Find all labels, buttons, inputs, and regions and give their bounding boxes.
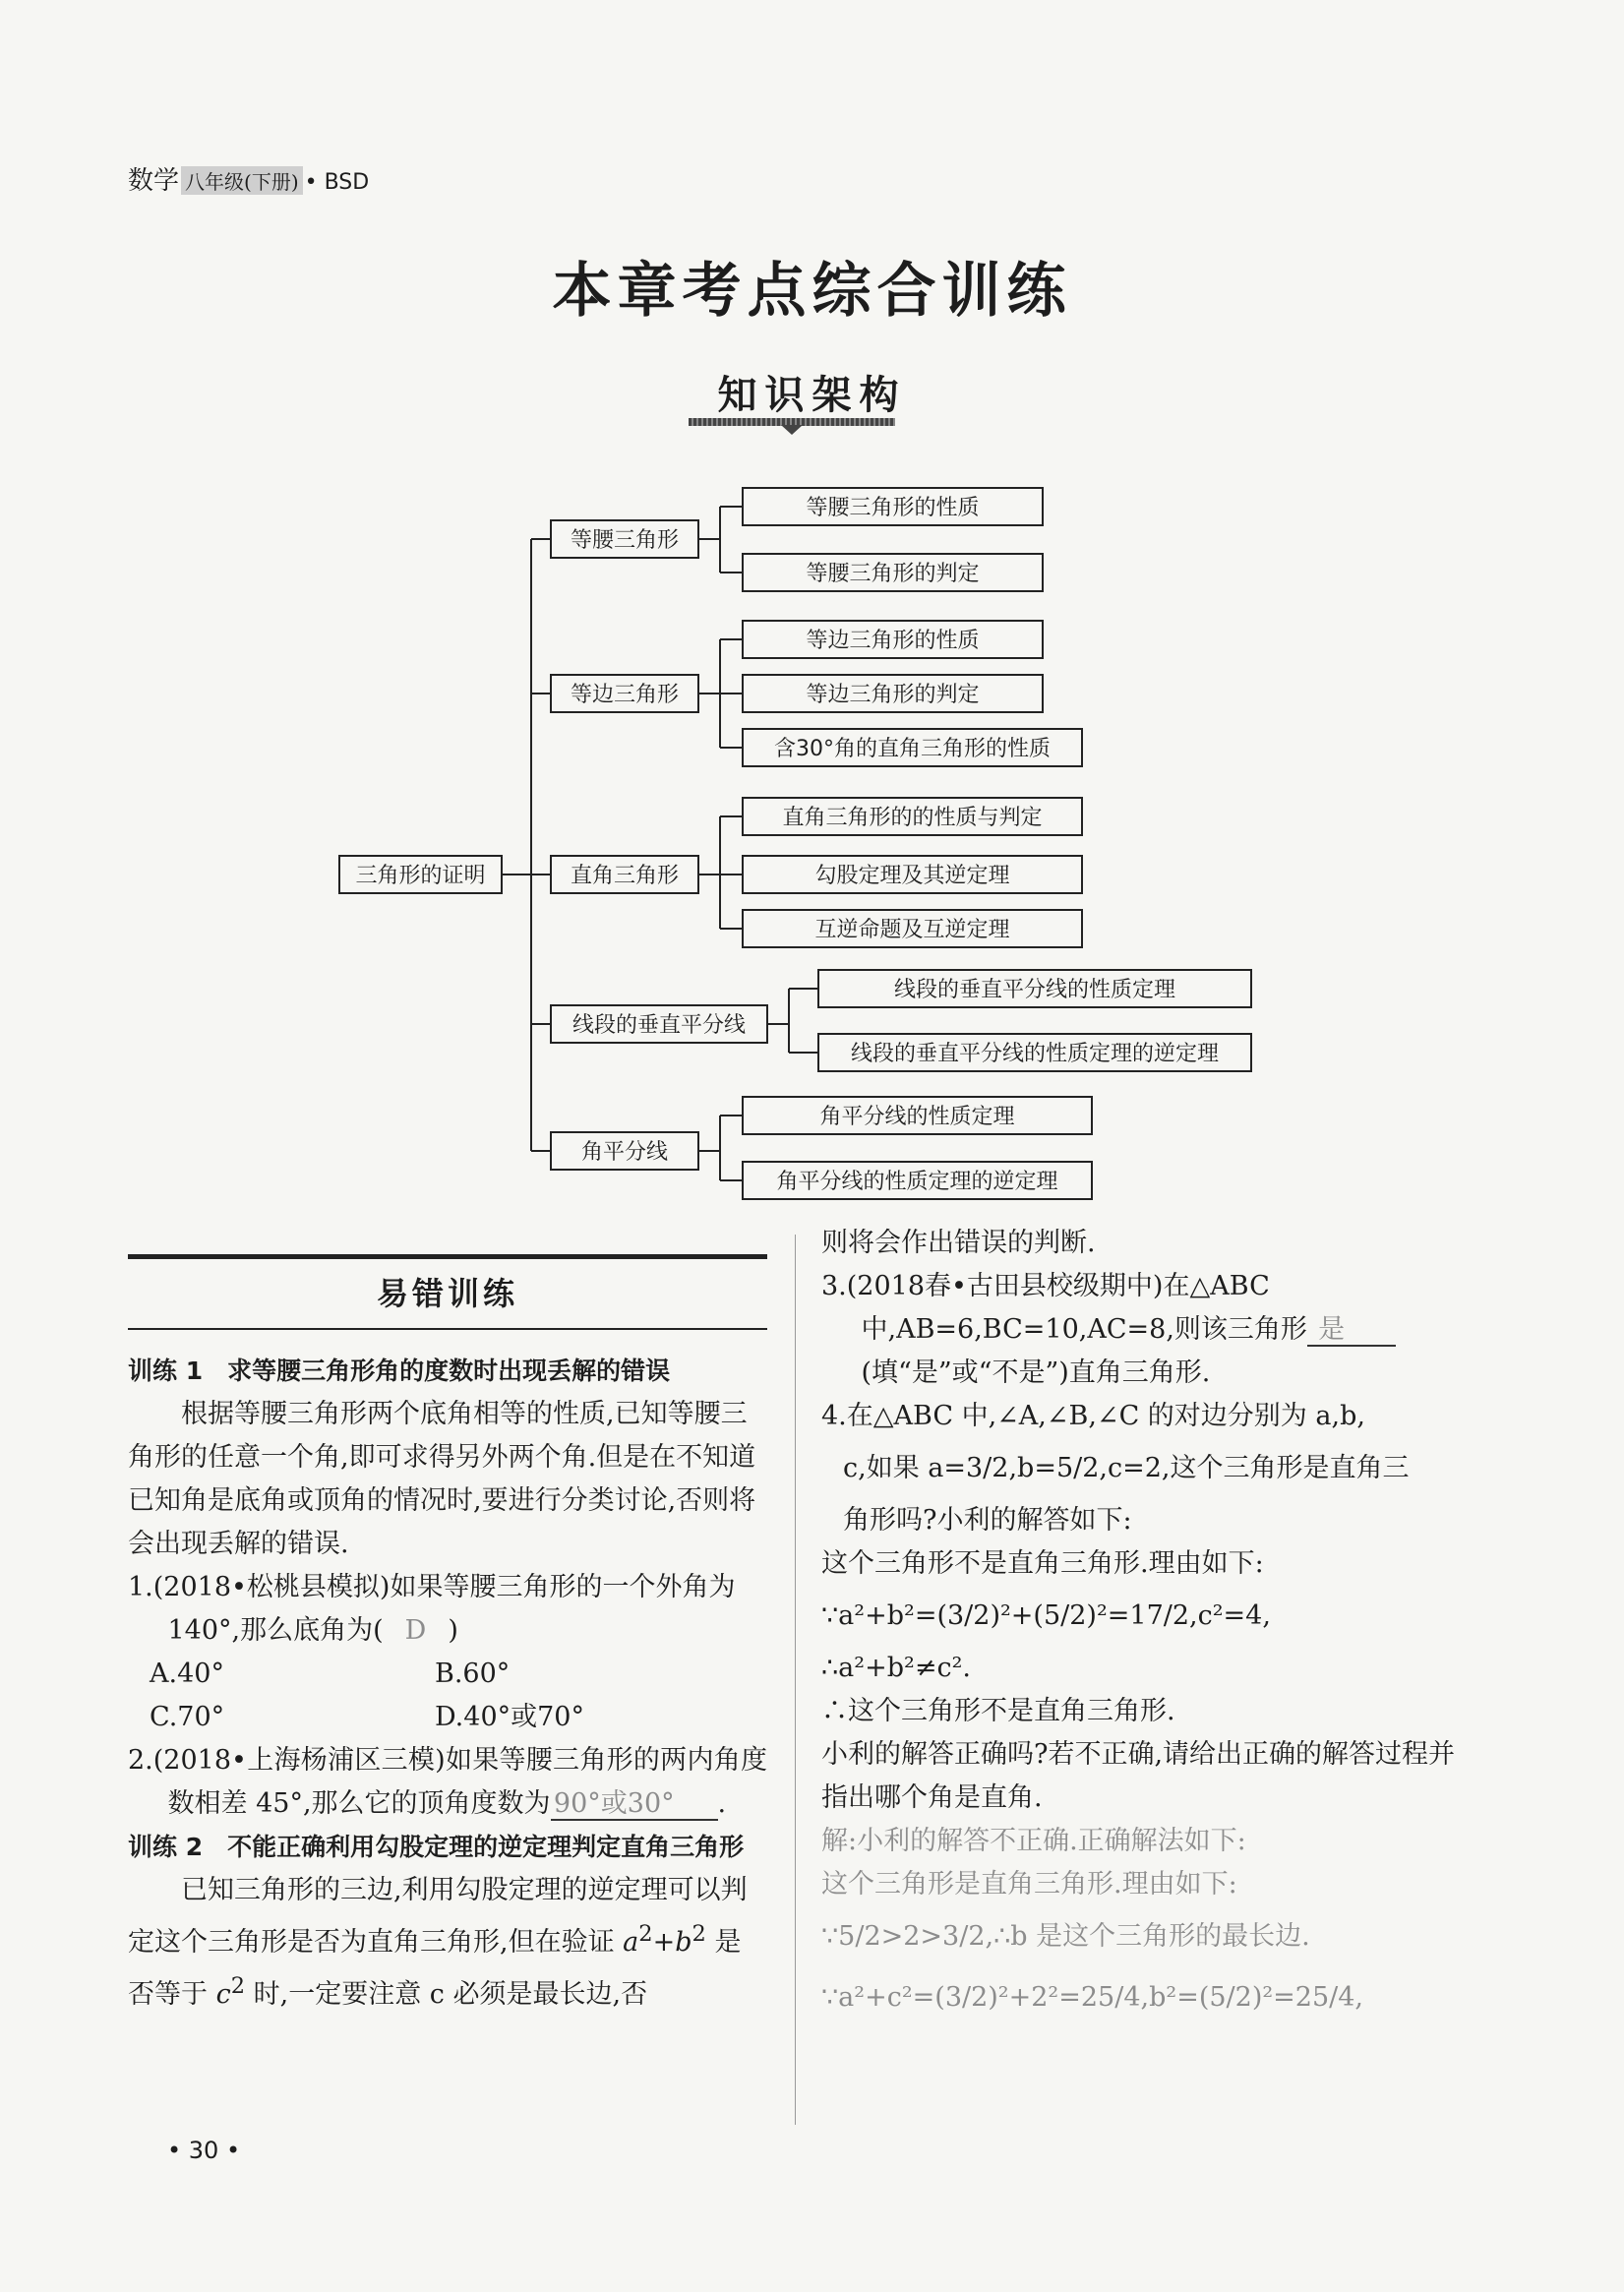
question-4-conclusion: ∴这个三角形不是直角三角形.: [821, 1696, 1175, 1726]
tree-branch-3: 直角三角形: [570, 864, 680, 888]
tree-branch-5: 角平分线: [580, 1140, 669, 1165]
column-divider: [795, 1235, 796, 2125]
question-4-ask: 小利的解答正确吗?若不正确,请给出正确的解答过程并指出哪个角是直角.: [821, 1739, 1456, 1813]
header-grade: 八年级(下册): [181, 166, 303, 195]
tree-root: 三角形的证明: [355, 864, 486, 888]
tree-leaf-4-1: 线段的垂直平分线的性质定理: [893, 978, 1176, 1002]
question-2-end: .: [717, 1788, 727, 1819]
section-rule-top: [128, 1254, 767, 1259]
tree-leaf-2-1: 等边三角形的性质: [806, 629, 980, 653]
header-subject: 数学: [128, 166, 180, 196]
tree-leaf-3-2: 勾股定理及其逆定理: [814, 864, 1010, 888]
tree-branch-2: 等边三角形: [570, 683, 680, 707]
question-1-option-c: C.70°: [150, 1702, 225, 1732]
question-4-line-3: 角形吗?小利的解答如下:: [843, 1505, 1132, 1536]
question-2-answer: 90°或30°: [551, 1789, 718, 1821]
question-1-options: [128, 1653, 767, 1739]
tree-leaf-2-2: 等边三角形的判定: [806, 683, 980, 707]
question-4-calculation: ∵a²+b²=(3/2)²+(5/2)²=17/2,c²=4,: [821, 1600, 1271, 1631]
question-1-close: ): [448, 1615, 458, 1646]
left-column: [128, 1350, 767, 2017]
tree-leaf-1-1: 等腰三角形的性质: [806, 496, 980, 520]
drill-2-text-post: 时,一定要注意 c 必须是最长边,否: [245, 1979, 648, 2010]
question-1-answer: D: [404, 1615, 427, 1646]
solution-line-1: 解:小利的解答不正确.正确解法如下:: [821, 1826, 1246, 1856]
mistake-training-heading: 易错训练: [376, 1275, 518, 1312]
question-2-text: 2.(2018•上海杨浦区三模)如果等腰三角形的两内角度数相差 45°,那么它的顶角度数为: [128, 1745, 767, 1819]
tree-branch-4: 线段的垂直平分线: [571, 1013, 747, 1038]
tree-leaf-5-1: 角平分线的性质定理: [819, 1105, 1015, 1129]
drill-2-text-mid: 是否等于: [128, 1927, 742, 2010]
question-4-line-2: c,如果 a=3/2,b=5/2,c=2,这个三角形是直角三: [843, 1453, 1410, 1483]
tree-leaf-5-2: 角平分线的性质定理的逆定理: [776, 1170, 1058, 1194]
question-2: [128, 1739, 767, 1826]
tree-leaf-2-3: 含30°角的直角三角形的性质: [774, 737, 1051, 761]
solution-line-2: 这个三角形是直角三角形.理由如下:: [821, 1869, 1237, 1900]
tree-leaf-4-2: 线段的垂直平分线的性质定理的逆定理: [850, 1042, 1220, 1066]
tree-branch-1: 等腰三角形: [570, 528, 680, 553]
question-1-text: 1.(2018•松桃县模拟)如果等腰三角形的一个外角为140°,那么底角为(: [128, 1572, 736, 1646]
question-3-answer: 是: [1307, 1315, 1396, 1347]
drill-2-text: 已知三角形的三边,利用勾股定理的逆定理可以判定这个三角形是否为直角三角形,但在验证 $a^2+b^2$ 是否等于 $c^2$ 时,一定要注意 c 必须是最长边,否: [128, 1875, 748, 2010]
page-number: • 30 •: [167, 2137, 241, 2164]
section-rule-bottom: [128, 1328, 767, 1330]
solution-line-3: ∵5/2>2>3/2,∴b 是这个三角形的最长边.: [821, 1921, 1310, 1952]
drill-1-title: 训练 1 求等腰三角形角的度数时出现丢解的错误: [128, 1357, 671, 1385]
question-4-line-1: 4.在△ABC 中,∠A,∠B,∠C 的对边分别为 a,b,: [821, 1401, 1365, 1431]
question-4-line-4: 这个三角形不是直角三角形.理由如下:: [821, 1548, 1264, 1579]
right-column: [821, 1222, 1466, 2028]
question-1-option-a: A.40°: [150, 1659, 224, 1689]
question-3: [821, 1265, 1466, 1395]
question-1: [128, 1566, 767, 1653]
question-3-text: 3.(2018春•古田县校级期中)在△ABC 中,AB=6,BC=10,AC=8,则该三角形: [821, 1271, 1307, 1345]
drill-2-text-pre: 已知三角形的三边,利用勾股定理的逆定理可以判定这个三角形是否为直角三角形,但在验证: [128, 1875, 748, 1958]
question-1-option-b: B.60°: [435, 1659, 511, 1689]
tree-leaf-3-1: 直角三角形的的性质与判定: [782, 806, 1043, 830]
question-3-end: (填“是”或“不是”)直角三角形.: [861, 1357, 1211, 1388]
drill-2-title: 训练 2 不能正确利用勾股定理的逆定理判定直角三角形: [128, 1833, 745, 1861]
tree-leaf-1-2: 等腰三角形的判定: [806, 562, 980, 586]
continuation-text: 则将会作出错误的判断.: [821, 1228, 1096, 1258]
drill-1-text: 根据等腰三角形两个底角相等的性质,已知等腰三角形的任意一个角,即可求得另外两个角.但是在不知道已知角是底角或顶角的情况时,要进行分类讨论,否则将会出现丢解的错误.: [128, 1399, 756, 1559]
section-title: 知识架构: [717, 373, 907, 418]
solution-line-4: ∵a²+c²=(3/2)²+2²=25/4,b²=(5/2)²=25/4,: [821, 1982, 1364, 2013]
page-title: 本章考点综合训练: [552, 257, 1072, 326]
question-4-inequality: ∴a²+b²≠c².: [821, 1653, 971, 1683]
tree-leaf-3-3: 互逆命题及互逆定理: [814, 918, 1010, 942]
question-1-option-d: D.40°或70°: [435, 1702, 584, 1732]
header-edition: • BSD: [304, 170, 370, 195]
